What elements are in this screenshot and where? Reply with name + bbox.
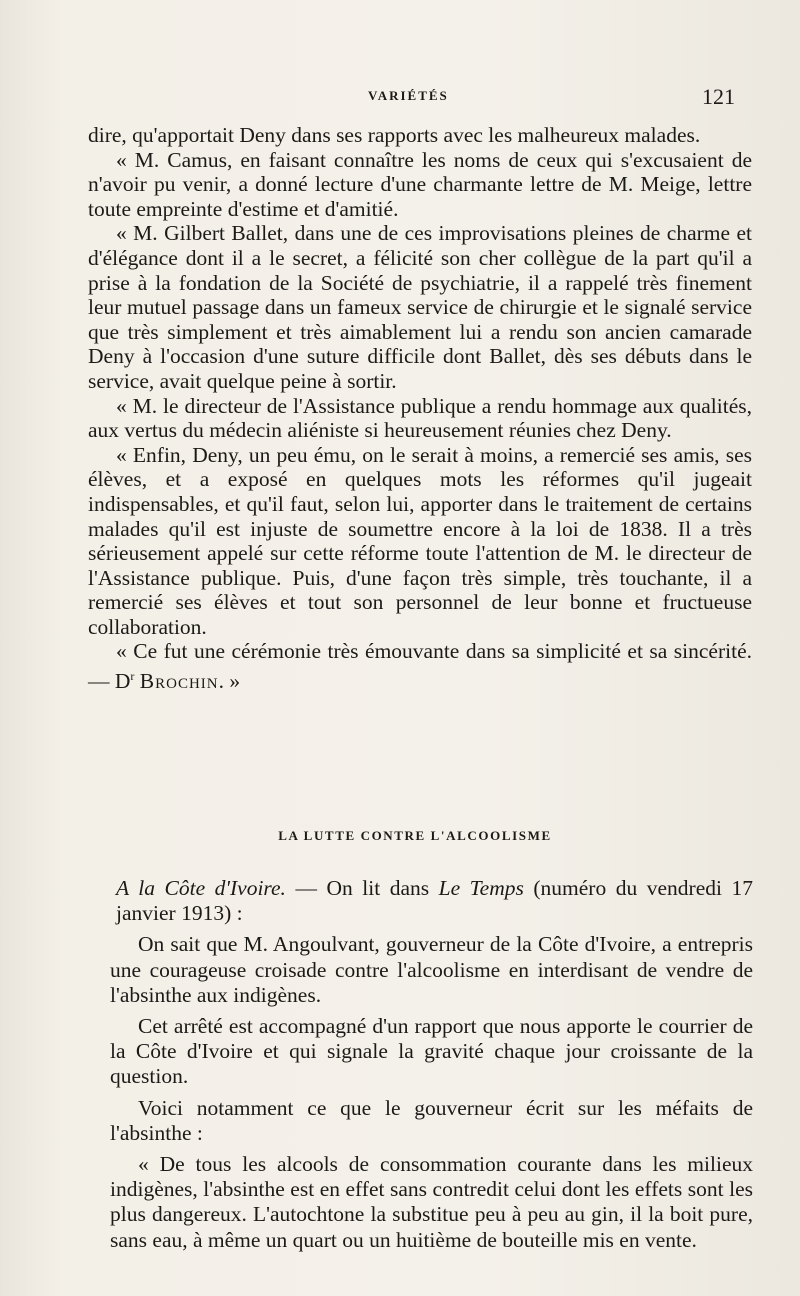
closing-end: . »	[218, 669, 241, 694]
quoted-paragraph: Voici notamment ce que le gouverneur écrit sur les méfaits de l'absinthe :	[110, 1095, 753, 1145]
paragraph: « M. Camus, en faisant connaître les noms de ceux qui s'excusaient de n'avoir pu venir, a donné lecture d'une charmante lettre de M. Meige, lettre toute empreinte d'estime et d'amitié.	[88, 147, 752, 221]
paragraph: « M. Gilbert Ballet, dans une de ces improvisations pleines de charme et d'élégance dont il a le secret, a félicité son cher collègue de la part qu'il a prise à la fondation de la Société de psychiatrie, il a rappelé très finement leur mutuel passage dans un fameux service de chirurgie et le signalé service que très simplement et très aimablement lui a rendu son ancien camarade Deny à l'occasion d'une suture difficile dont Ballet, dès ses débuts dans le service, avait quelque peine à sortir.	[88, 221, 752, 393]
lead-text: (numéro du vendredi 17 janvier 1913) :	[116, 876, 754, 926]
quoted-paragraph: Cet arrêté est accompagné d'un rapport que nous apporte le courrier de la Côte d'Ivoire et qui signale la gravité chaque jour croissante de la question.	[110, 1014, 753, 1089]
lead-title: A la Côte d'Ivoire.	[116, 876, 286, 900]
paragraph: « M. le directeur de l'Assistance publique a rendu hommage aux qualités, aux vertus du médecin aliéniste si heureusement réunies chez Deny.	[88, 393, 752, 443]
lead-text: — On lit dans	[285, 876, 439, 900]
section-body	[110, 876, 753, 1253]
newspaper-name: Le Temps	[438, 876, 524, 900]
section-heading: LA LUTTE CONTRE L'ALCOOLISME	[278, 828, 552, 843]
paragraph: « Enfin, Deny, un peu ému, on le serait à moins, a remercié ses amis, ses élèves, et a exposé en quelques mots les réformes qu'il jugeait indispensables, et qu'il faut, selon lui, apporter dans le traitement de certains malades qu'il est injuste de soumettre encore à la loi de 1838. Il a très sérieusement appelé sur cette réforme toute l'attention de M. le directeur de l'Assistance publique. Puis, d'une façon très simple, très touchante, il a remercié ses élèves et tout son personnel de leur bonne et fructueuse collaboration.	[88, 442, 752, 639]
closing-paragraph	[88, 639, 752, 693]
author-name: Brochin	[139, 669, 219, 694]
quoted-paragraph: « De tous les alcools de consommation courante dans les milieux indigènes, l'absinthe est en effet sans contredit celui dont les effets sont les plus dangereux. L'autochtone la substitue peu à peu au gin, il la boit pure, sans eau, à même un quart ou un huitième de bouteille mis en vente.	[110, 1152, 753, 1252]
page-number: 121	[702, 84, 735, 109]
paragraph: dire, qu'apportait Deny dans ses rapports avec les malheureux malades.	[88, 123, 701, 147]
article-continuation	[88, 123, 752, 694]
title-superscript: r	[130, 669, 135, 684]
running-head	[0, 84, 800, 114]
closing-text: « Ce fut une cérémonie très émouvante dans sa simplicité et sa sincérité. — D	[88, 639, 752, 694]
quoted-paragraph: On sait que M. Angoulvant, gouverneur de la Côte d'Ivoire, a entrepris une courageuse croisade contre l'alcoolisme en interdisant de vendre de l'absinthe aux indigènes.	[110, 932, 753, 1007]
lead-paragraph	[116, 876, 753, 926]
running-title: VARIÉTÉS	[368, 88, 449, 103]
